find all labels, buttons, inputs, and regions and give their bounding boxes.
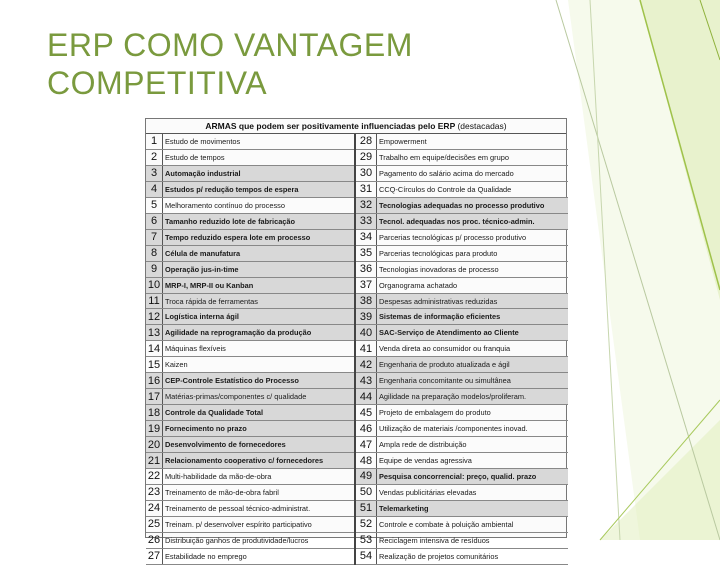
- right-item-text: Empowerment: [377, 134, 569, 149]
- left-item-text: Agilidade na reprogramação da produção: [163, 325, 356, 341]
- left-item-number: 25: [146, 516, 163, 532]
- left-item-text: Operação jus-in-time: [163, 261, 356, 277]
- left-item-number: 2: [146, 149, 163, 165]
- left-item-text: Treinamento de pessoal técnico-administrat.: [163, 500, 356, 516]
- right-item-number: 30: [355, 165, 377, 181]
- right-item-text: Parcerias tecnológicas para produto: [377, 245, 569, 261]
- left-item-text: Melhoramento contínuo do processo: [163, 197, 356, 213]
- right-item-text: Vendas publicitárias elevadas: [377, 484, 569, 500]
- left-item-number: 14: [146, 341, 163, 357]
- right-item-number: 54: [355, 548, 377, 564]
- left-item-text: Relacionamento cooperativo c/ fornecedores: [163, 453, 356, 469]
- left-item-text: Kaizen: [163, 357, 356, 373]
- table-row: [146, 453, 568, 469]
- right-item-text: Venda direta ao consumidor ou franquia: [377, 341, 569, 357]
- left-item-number: 9: [146, 261, 163, 277]
- right-item-number: 52: [355, 516, 377, 532]
- weapons-table: [146, 134, 568, 565]
- right-item-number: 33: [355, 213, 377, 229]
- table-row: [146, 484, 568, 500]
- left-item-number: 6: [146, 213, 163, 229]
- right-item-number: 38: [355, 293, 377, 309]
- right-item-number: 45: [355, 405, 377, 421]
- table-row: [146, 181, 568, 197]
- right-item-text: SAC-Serviço de Atendimento ao Cliente: [377, 325, 569, 341]
- left-item-number: 15: [146, 357, 163, 373]
- table-title-text: ARMAS que podem ser positivamente influenciadas pelo ERP: [205, 121, 456, 131]
- left-item-number: 8: [146, 245, 163, 261]
- left-item-number: 22: [146, 469, 163, 485]
- table-row: [146, 213, 568, 229]
- left-item-number: 5: [146, 197, 163, 213]
- left-item-number: 26: [146, 532, 163, 548]
- right-item-text: Equipe de vendas agressiva: [377, 453, 569, 469]
- left-item-number: 21: [146, 453, 163, 469]
- right-item-text: CCQ-Círculos do Controle da Qualidade: [377, 181, 569, 197]
- left-item-text: Tempo reduzido espera lote em processo: [163, 229, 356, 245]
- left-item-text: Controle da Qualidade Total: [163, 405, 356, 421]
- left-item-text: Fornecimento no prazo: [163, 421, 356, 437]
- right-item-number: 31: [355, 181, 377, 197]
- left-item-number: 24: [146, 500, 163, 516]
- left-item-number: 27: [146, 548, 163, 564]
- table-row: [146, 373, 568, 389]
- right-item-number: 44: [355, 389, 377, 405]
- left-item-text: Troca rápida de ferramentas: [163, 293, 356, 309]
- table-row: [146, 500, 568, 516]
- left-item-number: 10: [146, 277, 163, 293]
- right-item-number: 53: [355, 532, 377, 548]
- left-item-text: Logística interna ágil: [163, 309, 356, 325]
- table-title: [146, 119, 566, 134]
- left-item-number: 18: [146, 405, 163, 421]
- scanned-table-image: [145, 118, 567, 563]
- right-item-number: 41: [355, 341, 377, 357]
- right-item-text: Pagamento do salário acima do mercado: [377, 165, 569, 181]
- right-item-text: Tecnologias inovadoras de processo: [377, 261, 569, 277]
- right-item-number: 49: [355, 469, 377, 485]
- right-item-number: 43: [355, 373, 377, 389]
- right-item-text: Engenharia de produto atualizada e ágil: [377, 357, 569, 373]
- table-row: [146, 134, 568, 149]
- left-item-text: Máquinas flexíveis: [163, 341, 356, 357]
- left-item-text: Estudos p/ redução tempos de espera: [163, 181, 356, 197]
- table-row: [146, 309, 568, 325]
- right-item-text: Organograma achatado: [377, 277, 569, 293]
- table-row: [146, 405, 568, 421]
- table-row: [146, 165, 568, 181]
- right-item-text: Pesquisa concorrencial: preço, qualid. prazo: [377, 469, 569, 485]
- table-row: [146, 516, 568, 532]
- right-item-text: Despesas administrativas reduzidas: [377, 293, 569, 309]
- right-item-number: 46: [355, 421, 377, 437]
- right-item-number: 36: [355, 261, 377, 277]
- right-item-number: 48: [355, 453, 377, 469]
- table-row: [146, 532, 568, 548]
- right-item-text: Realização de projetos comunitários: [377, 548, 569, 564]
- slide-title-line-1: ERP COMO VANTAGEM: [47, 27, 413, 63]
- slide-title-line-2: COMPETITIVA: [47, 65, 268, 101]
- left-item-number: 3: [146, 165, 163, 181]
- left-item-number: 20: [146, 437, 163, 453]
- left-item-text: Estabilidade no emprego: [163, 548, 356, 564]
- right-item-text: Sistemas de informação eficientes: [377, 309, 569, 325]
- table-row: [146, 149, 568, 165]
- left-item-text: CEP-Controle Estatístico do Processo: [163, 373, 356, 389]
- right-item-text: Projeto de embalagem do produto: [377, 405, 569, 421]
- table-row: [146, 437, 568, 453]
- right-item-number: 39: [355, 309, 377, 325]
- table-row: [146, 325, 568, 341]
- left-item-number: 16: [146, 373, 163, 389]
- right-item-number: 47: [355, 437, 377, 453]
- left-item-number: 23: [146, 484, 163, 500]
- left-item-text: Multi-habilidade da mão-de-obra: [163, 469, 356, 485]
- table-row: [146, 389, 568, 405]
- left-item-text: Estudo de tempos: [163, 149, 356, 165]
- right-item-number: 51: [355, 500, 377, 516]
- left-item-text: Treinamento de mão-de-obra fabril: [163, 484, 356, 500]
- slide-title: [47, 26, 467, 102]
- right-item-text: Telemarketing: [377, 500, 569, 516]
- table-row: [146, 197, 568, 213]
- left-item-text: Estudo de movimentos: [163, 134, 356, 149]
- left-item-number: 1: [146, 134, 163, 149]
- right-item-number: 35: [355, 245, 377, 261]
- left-item-number: 17: [146, 389, 163, 405]
- table-row: [146, 277, 568, 293]
- left-item-text: Automação industrial: [163, 165, 356, 181]
- left-item-number: 7: [146, 229, 163, 245]
- left-item-number: 12: [146, 309, 163, 325]
- right-item-text: Trabalho em equipe/decisões em grupo: [377, 149, 569, 165]
- left-item-text: Célula de manufatura: [163, 245, 356, 261]
- right-item-text: Controle e combate à poluição ambiental: [377, 516, 569, 532]
- table-row: [146, 261, 568, 277]
- left-item-text: Matérias-primas/componentes c/ qualidade: [163, 389, 356, 405]
- right-item-text: Agilidade na preparação modelos/proliferam.: [377, 389, 569, 405]
- left-item-text: Distribuição ganhos de produtividade/lucros: [163, 532, 356, 548]
- table-title-note: (destacadas): [457, 121, 507, 131]
- right-item-text: Parcerias tecnológicas p/ processo produtivo: [377, 229, 569, 245]
- left-item-text: Desenvolvimento de fornecedores: [163, 437, 356, 453]
- right-item-number: 40: [355, 325, 377, 341]
- left-item-text: MRP-I, MRP-II ou Kanban: [163, 277, 356, 293]
- left-item-text: Tamanho reduzido lote de fabricação: [163, 213, 356, 229]
- table-row: [146, 357, 568, 373]
- right-item-number: 34: [355, 229, 377, 245]
- table-row: [146, 293, 568, 309]
- right-item-number: 37: [355, 277, 377, 293]
- right-item-number: 32: [355, 197, 377, 213]
- left-item-number: 19: [146, 421, 163, 437]
- table-row: [146, 469, 568, 485]
- left-item-number: 11: [146, 293, 163, 309]
- right-item-text: Tecnol. adequadas nos proc. técnico-admin.: [377, 213, 569, 229]
- right-item-text: Utilização de materiais /componentes inovad.: [377, 421, 569, 437]
- table-row: [146, 229, 568, 245]
- right-item-text: Reciclagem intensiva de resíduos: [377, 532, 569, 548]
- right-item-number: 50: [355, 484, 377, 500]
- right-item-text: Ampla rede de distribuição: [377, 437, 569, 453]
- right-item-number: 42: [355, 357, 377, 373]
- left-item-number: 13: [146, 325, 163, 341]
- left-item-text: Treinam. p/ desenvolver espírito participativo: [163, 516, 356, 532]
- right-item-text: Tecnologias adequadas no processo produtivo: [377, 197, 569, 213]
- table-row: [146, 245, 568, 261]
- right-item-number: 28: [355, 134, 377, 149]
- right-item-number: 29: [355, 149, 377, 165]
- table-row: [146, 421, 568, 437]
- right-item-text: Engenharia concomitante ou simultânea: [377, 373, 569, 389]
- left-item-number: 4: [146, 181, 163, 197]
- table-row: [146, 341, 568, 357]
- table-row: [146, 548, 568, 564]
